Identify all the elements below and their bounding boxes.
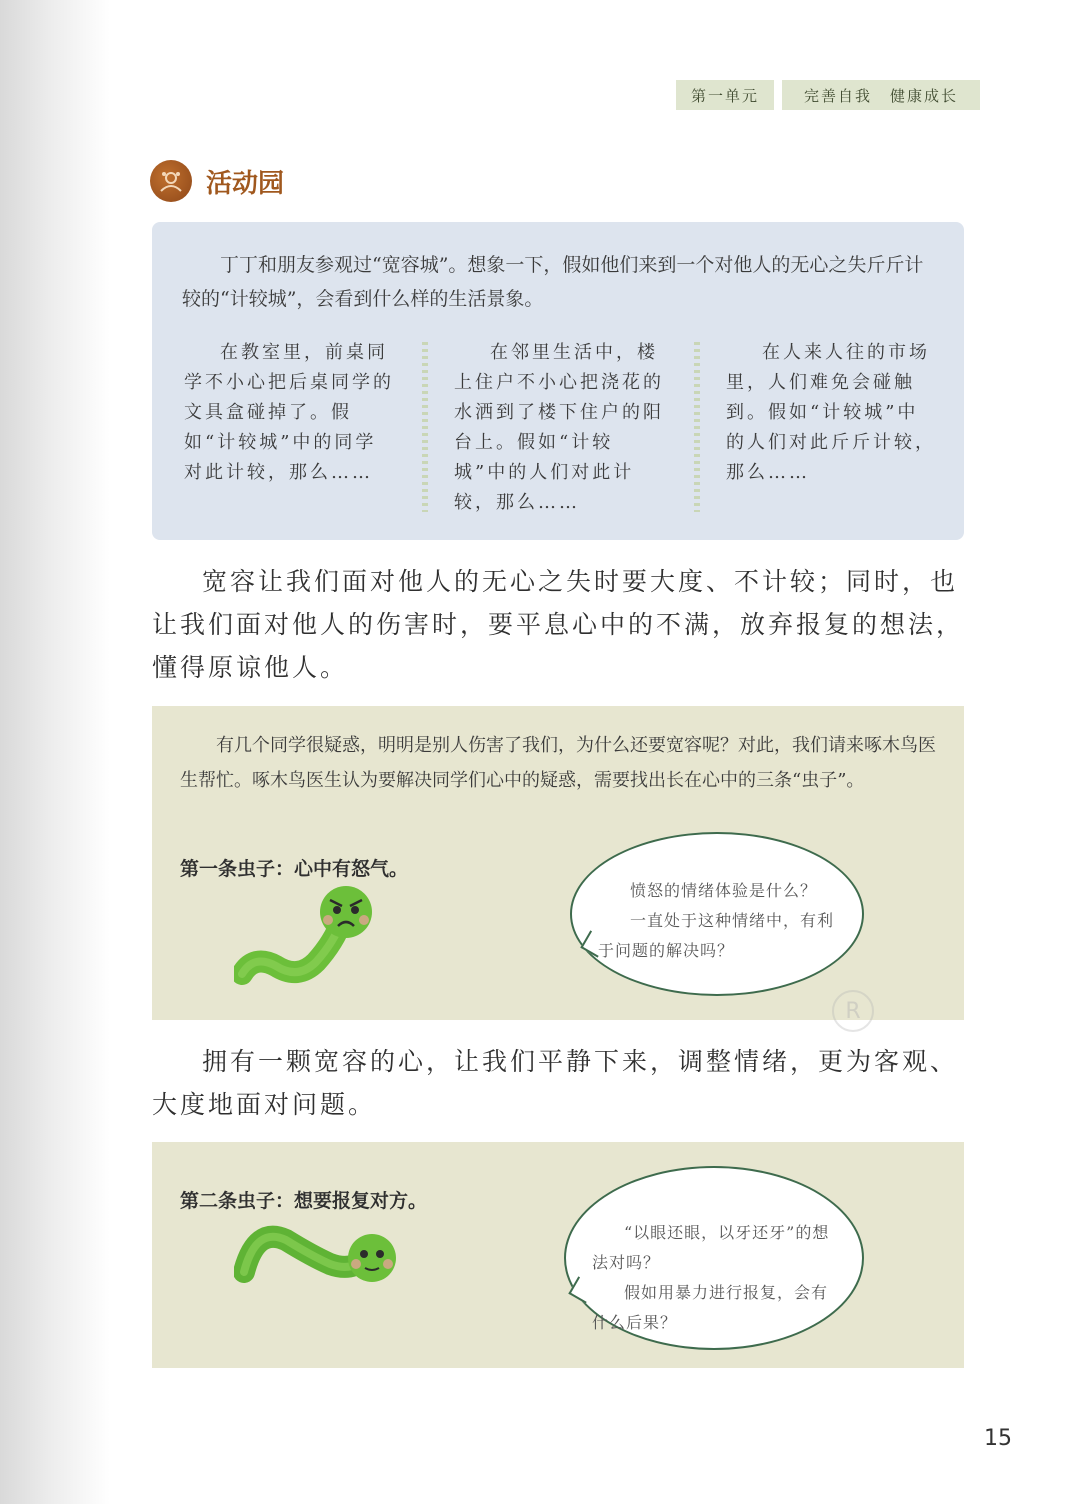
discussion-box-second-bug: [152, 1142, 964, 1368]
bug-title: 第一条虫子：心中有怒气。: [180, 858, 409, 880]
thought-bubble: [564, 1166, 864, 1350]
scenario-neighborhood: 在邻里生活中，楼上住户不小心把浇花的水洒到了楼下住户的阳台上。假如“计较城”中的人们对此计较，那么……: [454, 342, 664, 513]
angry-worm-icon: [234, 882, 384, 992]
scenario-divider: [694, 342, 700, 512]
body-paragraph: 宽容让我们面对他人的无心之失时要大度、不计较；同时，也让我们面对他人的伤害时，要平息心中的不满，放弃报复的想法，懂得原谅他人。: [152, 567, 965, 682]
activity-intro: 丁丁和朋友参观过“宽容城”。想象一下，假如他们来到一个对他人的无心之失斤斤计较的“计较城”，会看到什么样的生活景象。: [182, 254, 924, 310]
bubble-question: 一直处于这种情绪中，有利于问题的解决吗？: [598, 911, 835, 960]
scenario-market: 在人来人往的市场里，人们难免会碰触到。假如“计较城”中的人们对此斤斤计较，那么……: [726, 342, 936, 483]
bug-title: 第二条虫子：想要报复对方。: [180, 1190, 428, 1212]
section-heading: [150, 160, 284, 202]
bubble-question-text: [598, 876, 848, 966]
thought-bubble: [570, 832, 864, 996]
activity-box: [152, 222, 964, 540]
unit-topic-part1: 完善自我: [803, 86, 872, 105]
unit-label: 第一单元: [676, 80, 774, 110]
angry-worm-illustration: [234, 882, 384, 996]
activity-garden-icon-glyph: [156, 166, 186, 196]
bubble-question: 假如用暴力进行报复，会有什么后果？: [592, 1283, 829, 1332]
sad-worm-icon: [234, 1206, 404, 1306]
page-binding-shadow: [0, 0, 110, 1504]
discussion-box-first-bug: [152, 706, 964, 1020]
activity-garden-icon: [150, 160, 192, 202]
bubble-question: “以眼还眼，以牙还牙”的想法对吗？: [592, 1223, 830, 1272]
unit-topic-part2: 健康成长: [890, 86, 959, 105]
scenario-divider: [422, 342, 428, 512]
registered-trademark-mark: R: [832, 990, 874, 1032]
discussion-intro: 有几个同学很疑惑，明明是别人伤害了我们，为什么还要宽容呢？对此，我们请来啄木鸟医生帮忙。啄木鸟医生认为要解决同学们心中的疑惑，需要找出长在心中的三条“虫子”。: [180, 735, 936, 791]
running-header: [676, 80, 982, 110]
bubble-question: 愤怒的情绪体验是什么？: [630, 881, 818, 900]
body-paragraph: 拥有一颗宽容的心，让我们平静下来，调整情绪，更为客观、大度地面对问题。: [152, 1047, 959, 1119]
bubble-question-text: [592, 1218, 842, 1338]
page-number: 15: [984, 1426, 1012, 1451]
section-title: 活动园: [206, 168, 285, 199]
unit-topic: [782, 80, 980, 110]
scenario-classroom: 在教室里，前桌同学不小心把后桌同学的文具盒碰掉了。假如“计较城”中的同学对此计较，那么……: [184, 342, 394, 483]
sad-worm-illustration: [234, 1206, 404, 1310]
